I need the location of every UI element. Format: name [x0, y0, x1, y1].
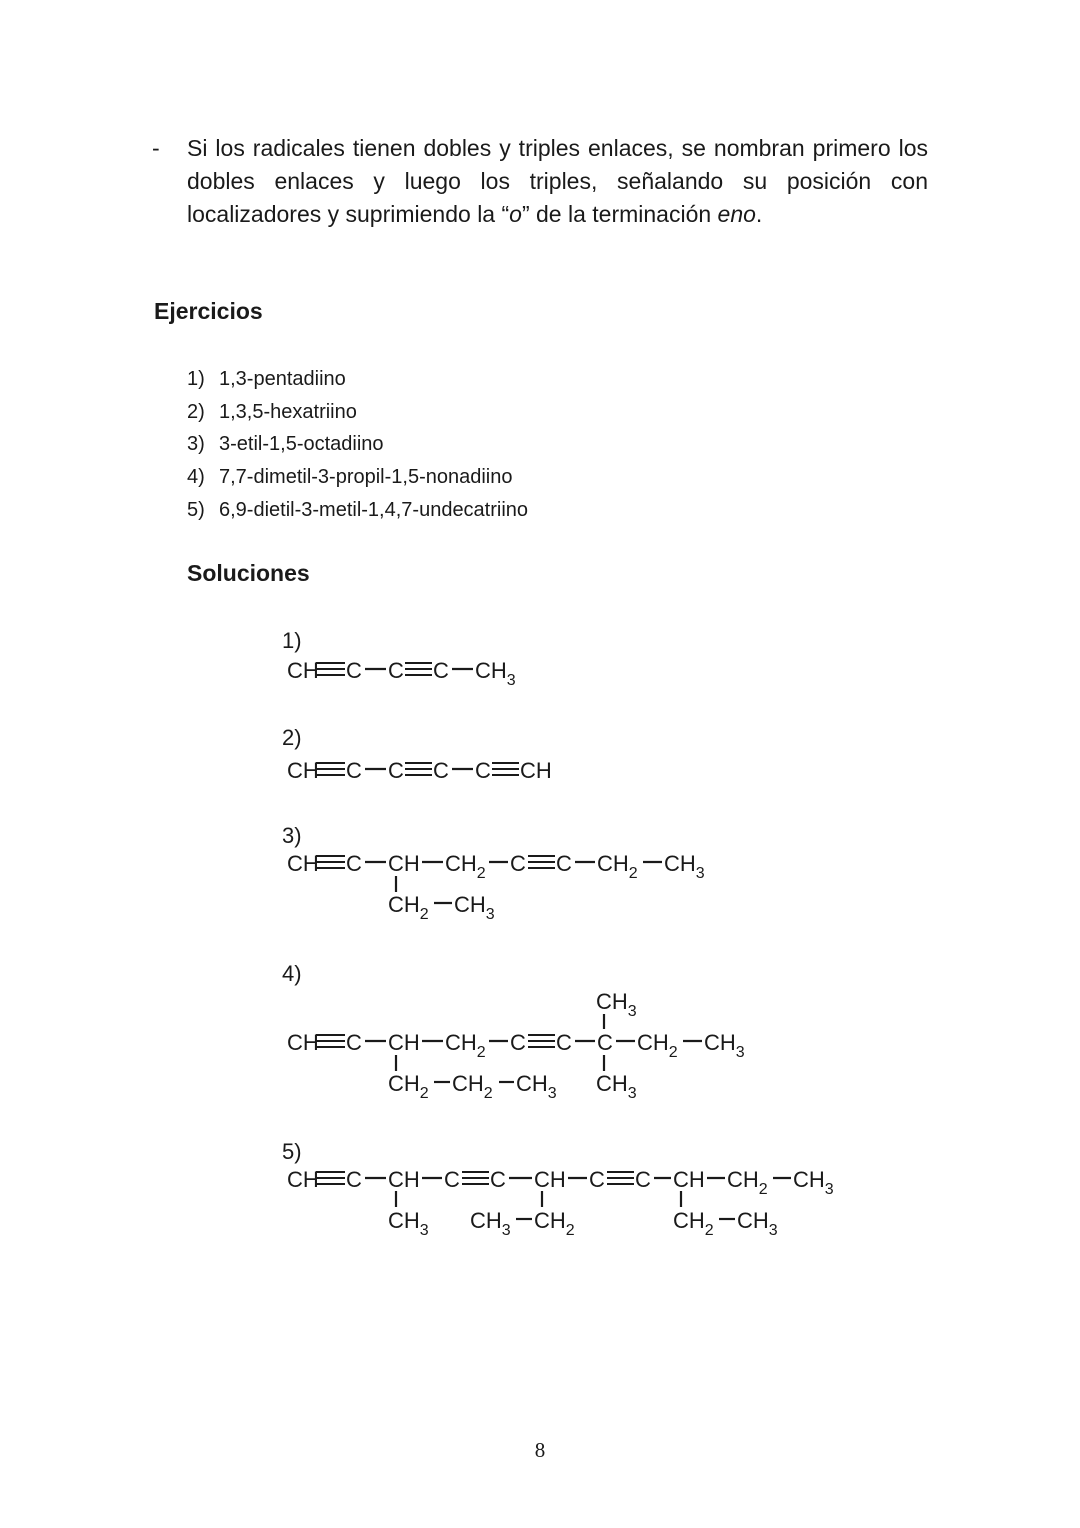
structure-3 [287, 851, 705, 923]
svg-text:CH3: $CH_3$ [664, 851, 705, 882]
svg-text:C: C [433, 658, 449, 683]
item-number: 1) [187, 368, 205, 390]
svg-text:CH: CH [287, 1030, 319, 1055]
svg-text:C: C [635, 1167, 651, 1192]
item-name: 3-etil-1,5-octadiino [219, 433, 384, 456]
svg-text:CH: CH [520, 758, 552, 783]
solution-label-5: 5) [282, 1139, 302, 1164]
structure-4 [287, 989, 745, 1102]
svg-text:CH3: $CH_3$ [470, 1208, 511, 1239]
svg-text:C: C [346, 851, 362, 876]
svg-text:C: C [556, 1030, 572, 1055]
svg-text:CH3: $CH_3$ [704, 1030, 745, 1061]
item-number: 5) [187, 498, 205, 521]
solution-label-3: 3) [282, 823, 302, 848]
solution-label-2: 2) [282, 725, 302, 750]
solution-label-4: 4) [282, 961, 302, 986]
soluciones-title: Soluciones [187, 560, 310, 586]
rule-text: Si los radicales tienen dobles y triples enlaces, se nombran primero los dobles enlaces y luego los triples, señalando su posición con localizadores y suprimiendo la “o” de la terminación eno. [187, 135, 928, 227]
svg-text:CH: CH [287, 758, 319, 783]
svg-text:CH2: $CH_2$ [445, 1030, 486, 1061]
svg-text:CH2: $CH_2$ [534, 1208, 575, 1239]
svg-text:CH3: $CH_3$ [475, 658, 516, 689]
svg-text:C: C [510, 1030, 526, 1055]
svg-text:CH3: $CH_3$ [516, 1071, 557, 1102]
svg-text:C: C [346, 1030, 362, 1055]
svg-text:CH3: $CH_3$ [454, 892, 495, 923]
item-name: 6,9-dietil-3-metil-1,4,7-undecatriino [219, 498, 529, 521]
svg-text:CH: CH [388, 851, 420, 876]
svg-text:CH2: $CH_2$ [673, 1208, 714, 1239]
solution-label-1: 1) [282, 628, 302, 653]
svg-text:CH: CH [534, 1167, 566, 1192]
item-name: 1,3,5-hexatriino [219, 400, 357, 423]
svg-text:CH3: $CH_3$ [596, 989, 637, 1020]
svg-text:C: C [475, 758, 491, 783]
svg-text:CH3: $CH_3$ [793, 1167, 834, 1198]
svg-text:CH: CH [388, 1030, 420, 1055]
svg-text:CH2: $CH_2$ [388, 892, 429, 923]
svg-text:CH: CH [673, 1167, 705, 1192]
svg-text:CH3: $CH_3$ [596, 1071, 637, 1102]
svg-text:C: C [346, 758, 362, 783]
svg-text:CH2: $CH_2$ [637, 1030, 678, 1061]
svg-text:CH2: $CH_2$ [388, 1071, 429, 1102]
structure-5 [287, 1167, 834, 1239]
item-name: 1,3-pentadiino [219, 368, 346, 390]
svg-text:CH: CH [287, 1167, 319, 1192]
svg-text:CH3: $CH_3$ [737, 1208, 778, 1239]
bullet-dash: - [152, 135, 160, 161]
svg-text:C: C [444, 1167, 460, 1192]
svg-text:C: C [589, 1167, 605, 1192]
svg-text:C: C [388, 658, 404, 683]
svg-text:CH3: $CH_3$ [388, 1208, 429, 1239]
item-number: 4) [187, 466, 205, 489]
svg-text:C: C [597, 1030, 613, 1055]
structure-2 [287, 758, 552, 783]
svg-text:CH2: $CH_2$ [452, 1071, 493, 1102]
item-number: 3) [187, 433, 205, 456]
svg-text:C: C [346, 658, 362, 683]
item-number: 2) [187, 400, 205, 423]
page-number: 8 [534, 1438, 546, 1462]
svg-text:C: C [556, 851, 572, 876]
ejercicios-title: Ejercicios [154, 298, 263, 324]
svg-text:CH2: $CH_2$ [727, 1167, 768, 1198]
svg-text:CH2: $CH_2$ [597, 851, 638, 882]
svg-text:C: C [433, 758, 449, 783]
svg-text:C: C [346, 1167, 362, 1192]
svg-text:CH: CH [287, 658, 319, 683]
svg-text:C: C [510, 851, 526, 876]
svg-text:C: C [388, 758, 404, 783]
structure-1 [287, 658, 516, 689]
item-name: 7,7-dimetil-3-propil-1,5-nonadiino [219, 466, 513, 489]
svg-text:CH: CH [287, 851, 319, 876]
svg-text:CH2: $CH_2$ [445, 851, 486, 882]
svg-text:C: C [490, 1167, 506, 1192]
svg-text:CH: CH [388, 1167, 420, 1192]
